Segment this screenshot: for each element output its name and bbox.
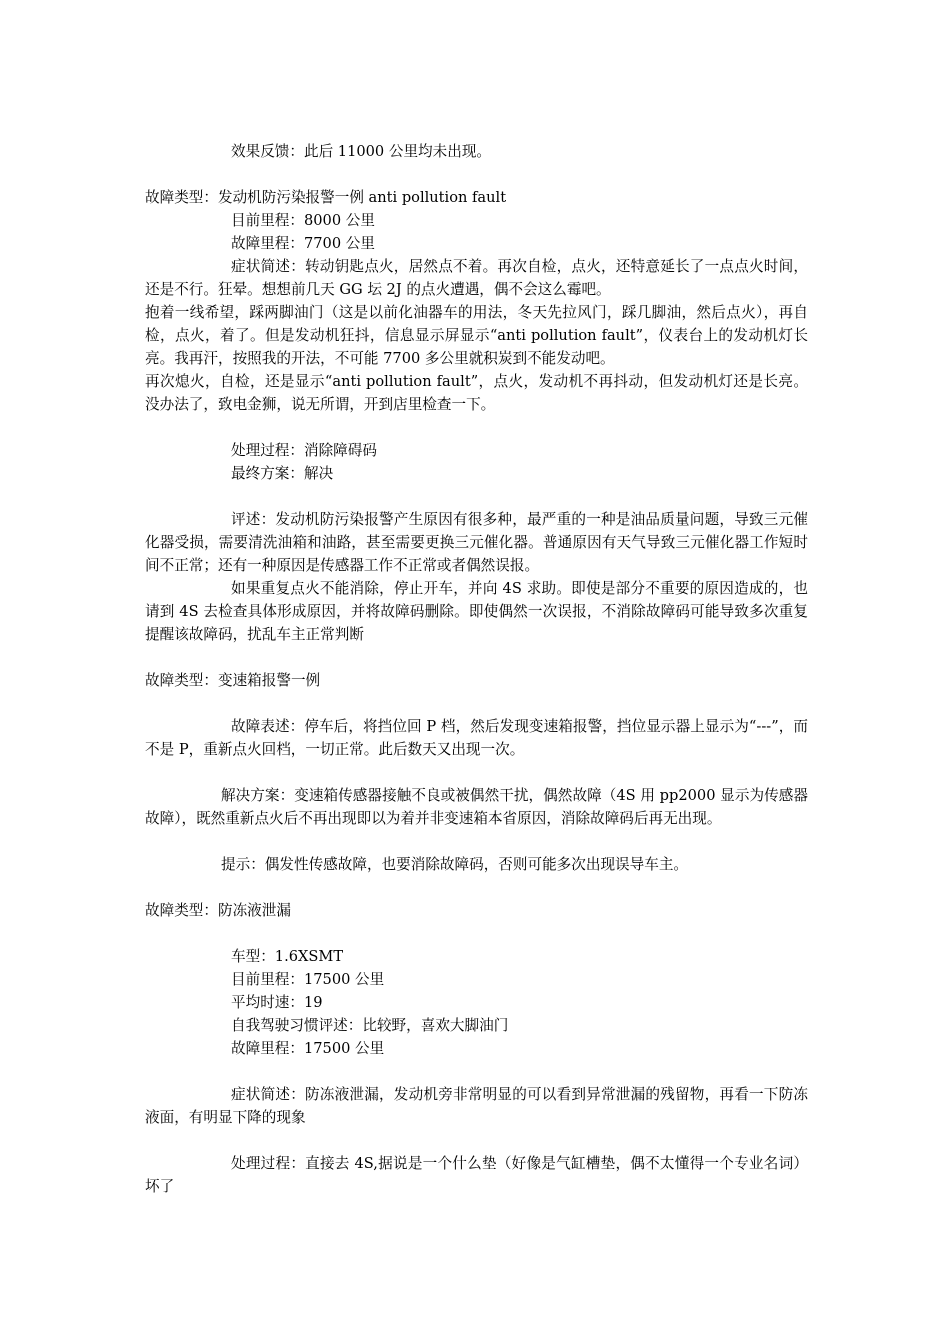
case3-fault-mileage: 故障里程：17500 公里: [231, 1040, 385, 1057]
spacer: [145, 830, 808, 853]
spacer: [145, 922, 808, 945]
case3-type-heading: 故障类型：防冻液泄漏: [145, 902, 291, 919]
case2-type-heading: 故障类型：变速箱报警一例: [145, 672, 321, 689]
case1-fault-mileage: 故障里程：7700 公里: [231, 235, 375, 252]
spacer: [145, 876, 808, 899]
case3-avg-speed: 平均时速：19: [231, 994, 323, 1011]
spacer: [145, 485, 808, 508]
case3-driving-habit: 自我驾驶习惯评述：比较野，喜欢大脚油门: [231, 1017, 509, 1034]
case2-description: 故障表述：停车后，将挡位回 P 档，然后发现变速箱报警，挡位显示器上显示为“---”，而不是 P，重新点火回档，一切正常。此后数天又出现一次。: [145, 718, 808, 758]
spacer: [145, 761, 808, 784]
spacer: [145, 1060, 808, 1083]
spacer: [145, 646, 808, 669]
case1-symptom: 症状简述：转动钥匙点火，居然点不着。再次自检，点火，还特意延长了一点点火时间，还是不行。狂晕。想想前几天 GG 坛 2J 的点火遭遇，偶不会这么霉吧。: [145, 258, 808, 298]
spacer: [145, 163, 808, 186]
document-body: [145, 140, 808, 1198]
case1-process: 处理过程：消除障碍码: [231, 442, 377, 459]
case1-final: 最终方案：解决: [231, 465, 334, 482]
case2-solution: 解决方案：变速箱传感器接触不良或被偶然干扰，偶然故障（4S 用 pp2000 显示为传感器故障），既然重新点火后不再出现即以为着并非变速箱本省原因，消除故障码后再无出现。: [145, 787, 808, 827]
case3-mileage: 目前里程：17500 公里: [231, 971, 385, 988]
case1-advice: 如果重复点火不能消除，停止开车，并向 4S 求助。即使是部分不重要的原因造成的，也请到 4S 去检查具体形成原因，并将故障码删除。即使偶然一次误报，不消除故障码可能导致多次重复提醒该故障码，扰乱车主正常判断: [145, 580, 808, 643]
spacer: [145, 1129, 808, 1152]
case1-type-heading: 故障类型：发动机防污染报警一例 anti pollution fault: [145, 189, 507, 206]
case3-symptom: 症状简述：防冻液泄漏，发动机旁非常明显的可以看到异常泄漏的残留物，再看一下防冻液面，有明显下降的现象: [145, 1086, 808, 1126]
prev-feedback-line: 效果反馈：此后 11000 公里均未出现。: [231, 143, 492, 160]
spacer: [145, 416, 808, 439]
case3-model: 车型：1.6XSMT: [231, 948, 344, 965]
case3-process: 处理过程：直接去 4S,据说是一个什么垫（好像是气缸槽垫，偶不太懂得一个专业名词）坏了: [145, 1155, 808, 1195]
case1-mileage: 目前里程：8000 公里: [231, 212, 375, 229]
spacer: [145, 692, 808, 715]
case1-paragraph-2: 抱着一线希望，踩两脚油门（这是以前化油器车的用法，冬天先拉风门，踩几脚油，然后点火），再自检，点火，着了。但是发动机狂抖，信息显示屏显示“anti pollution fault”，仪表台上的发动机灯长亮。我再汗，按照我的开法，不可能 7700 多公里就积炭到不能发动吧。: [145, 304, 808, 367]
case1-comment: 评述：发动机防污染报警产生原因有很多种，最严重的一种是油品质量问题，导致三元催化器受损，需要清洗油箱和油路，甚至需要更换三元催化器。普通原因有天气导致三元催化器工作短时间不正常；还有一种原因是传感器工作不正常或者偶然误报。: [145, 511, 808, 574]
case1-paragraph-3: 再次熄火，自检，还是显示“anti pollution fault”，点火，发动机不再抖动，但发动机灯还是长亮。没办法了，致电金狮，说无所谓，开到店里检查一下。: [145, 373, 808, 413]
case2-tip: 提示：偶发性传感故障，也要消除故障码，否则可能多次出现误导车主。: [221, 856, 689, 873]
